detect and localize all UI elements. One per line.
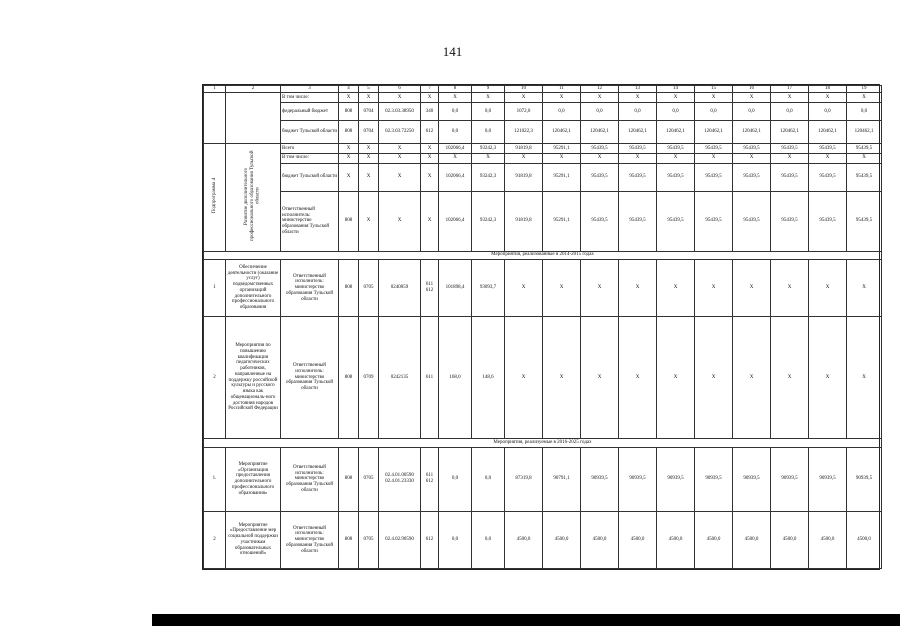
budget-table-frame: [202, 84, 880, 570]
cell: Х: [847, 316, 882, 438]
cell: Х: [359, 191, 379, 251]
cell: Х: [379, 144, 421, 154]
cell: 90939,5: [847, 447, 882, 511]
cell: 2: [204, 316, 226, 438]
cell: Х: [695, 259, 733, 316]
cell: 87319,8: [505, 447, 543, 511]
cell: 91819,8: [505, 191, 543, 251]
cell: Мероприятие «Организация предоставления дополнительного профессионального образования»: [226, 447, 281, 511]
cell: 0,0: [619, 102, 657, 121]
cell: Х: [771, 259, 809, 316]
cell: Х: [421, 93, 439, 102]
table-row: [204, 153, 882, 163]
cell: 0242135: [379, 316, 421, 438]
cell: 101898,4: [439, 259, 472, 316]
cell: Ответственный исполнитель: министерство образования Тульской области: [281, 259, 339, 316]
cell: 4500,0: [619, 511, 657, 568]
header-cell: 6: [379, 86, 421, 93]
cell: 0,0: [581, 102, 619, 121]
cell: 95291,1: [543, 144, 581, 154]
cell: 120462,1: [733, 121, 771, 144]
cell: 808: [339, 259, 359, 316]
cell: Х: [619, 316, 657, 438]
cell: Х: [359, 93, 379, 102]
cell: 0,0: [439, 121, 472, 144]
cell: Х: [421, 153, 439, 163]
cell: Мероприятие «Предоставление мер социальной поддержки участникам образовательных отношений»: [226, 511, 281, 568]
cell: 120462,1: [771, 121, 809, 144]
cell: Х: [505, 316, 543, 438]
cell: 0,0: [472, 121, 505, 144]
cell: Х: [505, 153, 543, 163]
table-row: [204, 163, 882, 191]
cell: 0704: [359, 102, 379, 121]
cell: 95439,5: [733, 163, 771, 191]
budget-table: [203, 85, 882, 569]
cell: 95439,5: [733, 191, 771, 251]
cell: Х: [581, 316, 619, 438]
cell: 0709: [359, 316, 379, 438]
cell: 808: [339, 191, 359, 251]
cell: Ответственный исполнитель: министерство образования Тульской области: [281, 191, 339, 251]
cell: Х: [619, 93, 657, 102]
cell: 90939,5: [809, 447, 847, 511]
cell: 121022,3: [505, 121, 543, 144]
cell: 148,6: [472, 316, 505, 438]
header-cell: 10: [505, 86, 543, 93]
cell: 95439,5: [733, 144, 771, 154]
cell: Всего: [281, 144, 339, 154]
cell: 4500,0: [581, 511, 619, 568]
cell: Х: [619, 259, 657, 316]
cell: 4500,0: [695, 511, 733, 568]
cell: Х: [695, 93, 733, 102]
header-cell: 7: [421, 86, 439, 93]
cell: 1.: [204, 447, 226, 511]
cell: 95439,5: [581, 144, 619, 154]
cell: 95439,5: [771, 144, 809, 154]
cell: Х: [657, 93, 695, 102]
cell: 611 612: [421, 259, 439, 316]
header-cell: 19: [847, 86, 882, 93]
cell: Ответственный исполнитель: министерство образования Тульской области: [281, 316, 339, 438]
cell: 4500,0: [657, 511, 695, 568]
cell: Х: [733, 93, 771, 102]
cell: Х: [421, 144, 439, 154]
cell: В том числе:: [281, 153, 339, 163]
cell: 1: [204, 259, 226, 316]
cell: 0,0: [439, 102, 472, 121]
cell: 95439,5: [619, 163, 657, 191]
cell: 102066,4: [439, 191, 472, 251]
cell: В том числе:: [281, 93, 339, 102]
cell: Х: [733, 316, 771, 438]
header-cell: 9: [472, 86, 505, 93]
empty-cell: [226, 93, 281, 144]
table-row: [204, 191, 882, 251]
cell: Х: [733, 153, 771, 163]
header-cell: 17: [771, 86, 809, 93]
cell: 4500,0: [809, 511, 847, 568]
cell: Х: [359, 163, 379, 191]
cell: Х: [581, 93, 619, 102]
cell: 0,0: [439, 447, 472, 511]
cell: Х: [847, 153, 882, 163]
cell: 0,0: [472, 447, 505, 511]
cell: 95439,5: [771, 191, 809, 251]
table-row: [204, 259, 882, 316]
header-cell: 2: [226, 86, 281, 93]
cell: 4500,0: [771, 511, 809, 568]
cell: 0705: [359, 259, 379, 316]
cell: 4500,0: [733, 511, 771, 568]
header-cell: 16: [733, 86, 771, 93]
empty-cell: [204, 93, 226, 144]
subprogram-label-cell: [204, 144, 226, 252]
cell: 0,0: [472, 511, 505, 568]
cell: 95439,5: [695, 144, 733, 154]
section-title: Мероприятия, реализуемые в 2016-2025 годах: [204, 439, 882, 447]
cell: 90939,5: [771, 447, 809, 511]
header-row: [204, 86, 882, 93]
header-cell: 4: [339, 86, 359, 93]
cell: Х: [809, 93, 847, 102]
cell: 95291,1: [543, 163, 581, 191]
cell: 4500,0: [505, 511, 543, 568]
cell: Х: [505, 259, 543, 316]
cell: 02.3.03.72250: [379, 121, 421, 144]
cell: Х: [581, 259, 619, 316]
cell: 95439,5: [695, 163, 733, 191]
cell: Х: [505, 93, 543, 102]
cell: 808: [339, 102, 359, 121]
cell: 120462,1: [581, 121, 619, 144]
cell: Х: [733, 259, 771, 316]
cell: Ответственный исполнитель: министерство образования Тульской области: [281, 447, 339, 511]
cell: 612: [421, 121, 439, 144]
cell: 120462,1: [809, 121, 847, 144]
cell: 90939,5: [695, 447, 733, 511]
cell: Х: [359, 144, 379, 154]
cell: 0,0: [809, 102, 847, 121]
header-cell: 3: [281, 86, 339, 93]
cell: 90939,5: [733, 447, 771, 511]
cell: 0705: [359, 511, 379, 568]
cell: 120462,1: [847, 121, 882, 144]
header-cell: 13: [619, 86, 657, 93]
cell: 120462,1: [695, 121, 733, 144]
cell: 0,0: [695, 102, 733, 121]
header-cell: 1: [204, 86, 226, 93]
cell: Х: [472, 153, 505, 163]
cell: 1072,0: [505, 102, 543, 121]
cell: 95439,5: [809, 191, 847, 251]
cell: Х: [379, 93, 421, 102]
cell: 91819,8: [505, 144, 543, 154]
cell: 808: [339, 447, 359, 511]
cell: 0,0: [771, 102, 809, 121]
page-number: 141: [442, 44, 463, 59]
cell: 0,0: [543, 102, 581, 121]
table-row: [204, 447, 882, 511]
cell: 95439,5: [657, 163, 695, 191]
cell: Х: [439, 153, 472, 163]
header-cell: 11: [543, 86, 581, 93]
cell: Х: [657, 259, 695, 316]
cell: 0,0: [847, 102, 882, 121]
cell: 95439,5: [619, 191, 657, 251]
cell: Х: [581, 153, 619, 163]
cell: Х: [847, 259, 882, 316]
cell: 808: [339, 121, 359, 144]
cell: 168,0: [439, 316, 472, 438]
cell: 0240059: [379, 259, 421, 316]
table-row: [204, 316, 882, 438]
header-cell: 12: [581, 86, 619, 93]
table-row: [204, 102, 882, 121]
cell: 102066,4: [439, 163, 472, 191]
cell: 95439,5: [771, 163, 809, 191]
cell: 4500,0: [847, 511, 882, 568]
cell: Обеспечение деятельности (оказание услуг) подведомственных организаций дополнительного профессионального образования: [226, 259, 281, 316]
cell: Х: [847, 93, 882, 102]
cell: федеральный бюджет: [281, 102, 339, 121]
cell: 95291,1: [543, 191, 581, 251]
cell: 95439,5: [581, 191, 619, 251]
cell: 95439,5: [695, 191, 733, 251]
cell: 0,0: [472, 102, 505, 121]
cell: 0704: [359, 121, 379, 144]
cell: Х: [543, 316, 581, 438]
cell: 0,0: [657, 102, 695, 121]
cell: Х: [771, 93, 809, 102]
cell: 02.4.02.90590: [379, 511, 421, 568]
cell: Х: [809, 153, 847, 163]
cell: 93242,3: [472, 191, 505, 251]
section-row: [204, 251, 882, 259]
cell: 611 612: [421, 447, 439, 511]
cell: 93242,3: [472, 144, 505, 154]
cell: Х: [421, 163, 439, 191]
cell: 95439,5: [809, 163, 847, 191]
cell: Х: [379, 163, 421, 191]
cell: 120462,1: [657, 121, 695, 144]
cell: Х: [379, 191, 421, 251]
cell: 612: [421, 511, 439, 568]
cell: Х: [339, 93, 359, 102]
cell: 95439,5: [619, 144, 657, 154]
table-row: [204, 511, 882, 568]
cell: 95439,5: [581, 163, 619, 191]
cell: 120462,1: [619, 121, 657, 144]
cell: Ответственный исполнитель: министерство образования Тульской области: [281, 511, 339, 568]
cell: 93242,3: [472, 163, 505, 191]
cell: 90939,5: [581, 447, 619, 511]
header-cell: 5: [359, 86, 379, 93]
cell: 02.4.01.00590 02.4.01.23330: [379, 447, 421, 511]
cell: 93093,7: [472, 259, 505, 316]
cell: Х: [809, 316, 847, 438]
cell: 102066,4: [439, 144, 472, 154]
cell: 95439,5: [809, 144, 847, 154]
cell: Х: [421, 191, 439, 251]
header-cell: 18: [809, 86, 847, 93]
cell: 2: [204, 511, 226, 568]
cell: Х: [439, 93, 472, 102]
cell: Х: [543, 153, 581, 163]
cell: бюджет Тульской области: [281, 163, 339, 191]
cell: Х: [695, 316, 733, 438]
cell: 611: [421, 316, 439, 438]
cell: 02.3.03.38950: [379, 102, 421, 121]
cell: Х: [809, 259, 847, 316]
cell: Х: [771, 153, 809, 163]
cell: 120462,1: [543, 121, 581, 144]
cell: 95439,5: [657, 191, 695, 251]
cell: 4500,0: [543, 511, 581, 568]
cell: Х: [543, 93, 581, 102]
cell: 90791,1: [543, 447, 581, 511]
section-title: Мероприятия, реализованные в 2014-2015 годах: [204, 251, 882, 259]
subprogram-label: Подпрограмма 4: [211, 178, 217, 214]
table-row: [204, 93, 882, 102]
header-cell: 8: [439, 86, 472, 93]
cell: 808: [339, 511, 359, 568]
cell: Х: [359, 153, 379, 163]
cell: 0,0: [733, 102, 771, 121]
cell: 95439,5: [847, 191, 882, 251]
cell: Х: [657, 316, 695, 438]
cell: Х: [771, 316, 809, 438]
cell: Х: [472, 93, 505, 102]
cell: Мероприятия по повышению квалификации педагогических работников, направленные на поддержку российской культуры и русского языка как общенациональ-ного достояния народов Российской Федерации: [226, 316, 281, 438]
subprogram-name: Развитие дополнительного профессионального образования Тульской области: [244, 150, 261, 242]
section-row: [204, 439, 882, 447]
cell: 95439,5: [657, 144, 695, 154]
cell: 808: [339, 316, 359, 438]
cell: 0,0: [439, 511, 472, 568]
cell: 340: [421, 102, 439, 121]
header-cell: 15: [695, 86, 733, 93]
table-row: [204, 121, 882, 144]
cell: 90939,5: [619, 447, 657, 511]
cell: Х: [543, 259, 581, 316]
cell: Х: [339, 144, 359, 154]
cell: Х: [379, 153, 421, 163]
cell: Х: [339, 163, 359, 191]
cell: 95439,5: [847, 163, 882, 191]
cell: Х: [657, 153, 695, 163]
cell: бюджет Тульской области: [281, 121, 339, 144]
subprogram-name-cell: [226, 144, 281, 252]
cell: 95439,5: [847, 144, 882, 154]
cell: Х: [339, 153, 359, 163]
cell: 90939,5: [657, 447, 695, 511]
header-cell: 14: [657, 86, 695, 93]
scan-edge-bar: [152, 614, 900, 626]
cell: Х: [619, 153, 657, 163]
cell: 91819,8: [505, 163, 543, 191]
cell: Х: [695, 153, 733, 163]
cell: 0705: [359, 447, 379, 511]
table-row: [204, 144, 882, 154]
